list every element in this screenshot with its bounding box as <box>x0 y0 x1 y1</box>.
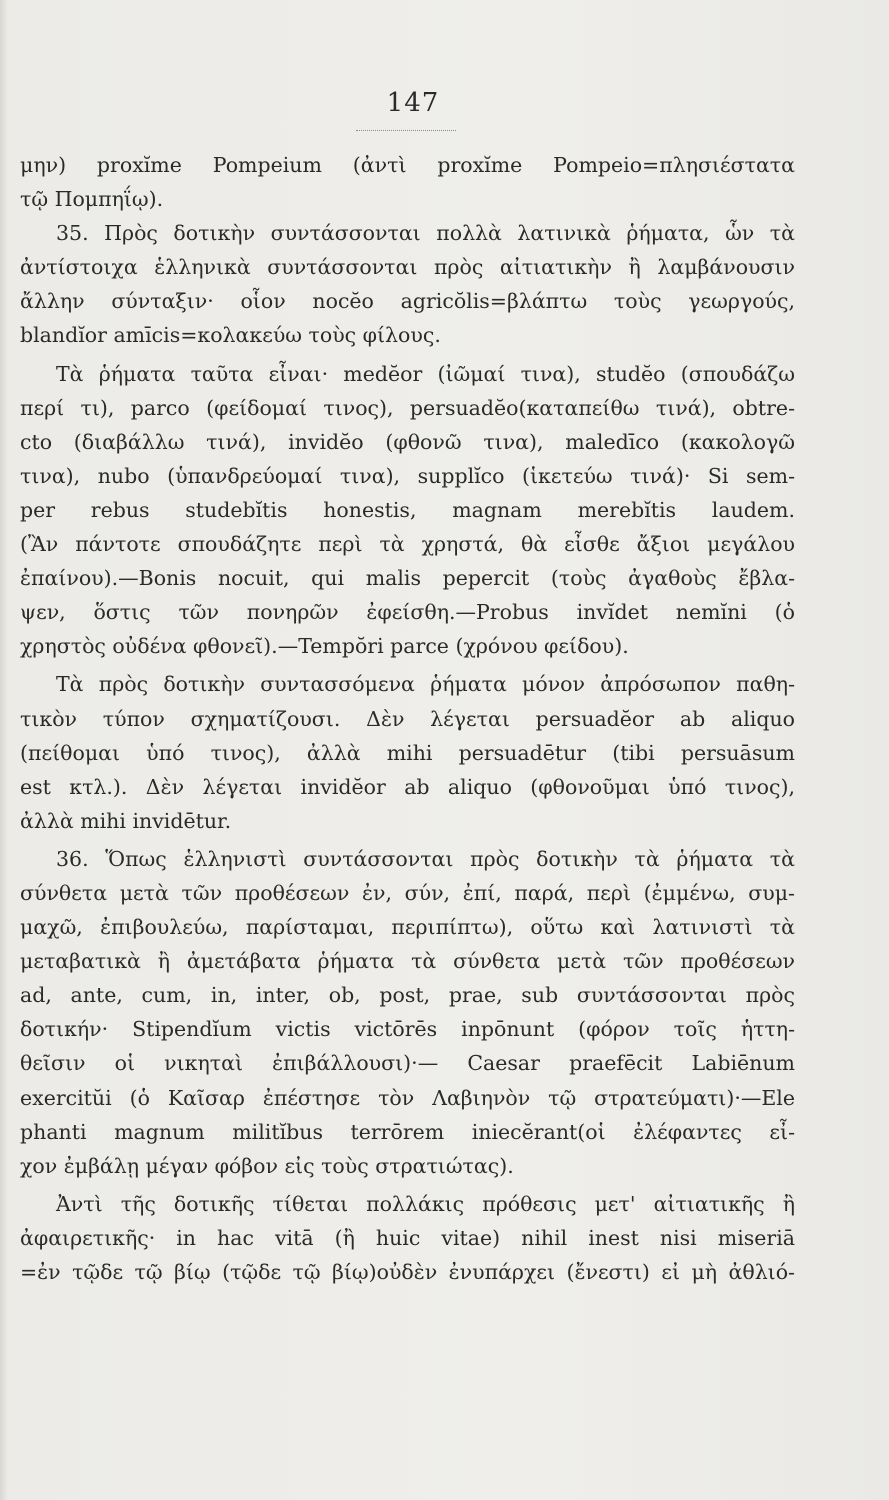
text-line: ἀλλὰ mihi invidētur. <box>20 808 232 833</box>
page-number: 147 <box>386 88 440 118</box>
text-line: ἀφαιρετικῆς· in hac vitā (ἢ huic vitae) nihil inest nisi miseriā <box>20 1225 795 1250</box>
text-line: ἄλλην σύνταξιν· οἷον nocĕo agricŏlis=βλάπτω τοὺς γεωργούς, <box>20 289 795 314</box>
text-line: περί τι), parco (φείδομαί τινος), persuadĕo(καταπείθω τινά), obtre- <box>20 395 795 420</box>
text-line: 35. Πρὸς δοτικὴν συντάσσονται πολλὰ λατινικὰ ῥήματα, ὧν τὰ <box>56 221 795 246</box>
text-line: σύνθετα μετὰ τῶν προθέσεων ἐν, σύν, ἐπί, παρά, περὶ (ἐμμένω, συμ- <box>20 880 795 905</box>
text-line: Ἀντὶ τῆς δοτικῆς τίθεται πολλάκις πρόθεσις μετ' αἰτιατικῆς ἢ <box>56 1191 795 1216</box>
text-line: ψεν, ὅστις τῶν πονηρῶν ἐφείσθη.—Probus invĭdet nemĭni (ὁ <box>20 600 795 625</box>
text-line: (Ἂν πάντοτε σπουδάζητε περὶ τὰ χρηστά, θὰ εἶσθε ἄξιοι μεγάλου <box>20 532 795 557</box>
text-line: τῷ Πομπηΐῳ). <box>20 187 164 212</box>
text-line: δοτικήν· Stipendĭum victis victōrēs inpōnunt (φόρον τοῖς ἡττη- <box>20 1017 795 1042</box>
text-line: est κτλ.). Δὲν λέγεται invidĕor ab aliquo (φθονοῦμαι ὑπό τινος), <box>20 774 795 799</box>
text-line: τικὸν τύπον σχηματίζουσι. Δὲν λέγεται persuadĕor ab aliquo <box>20 706 795 731</box>
header-rule <box>356 130 456 131</box>
text-line: χρηστὸς οὐδένα φθονεῖ).—Tempŏri parce (χρόνου φείδου). <box>20 634 629 659</box>
text-line: =ἐν τῷδε τῷ βίῳ (τῷδε τῷ βίῳ)οὐδὲν ἐνυπάρχει (ἔνεστι) εἰ μὴ ἀθλιό- <box>20 1260 795 1284</box>
text-line: Τὰ πρὸς δοτικὴν συντασσόμενα ῥήματα μόνον ἀπρόσωπον παθη- <box>56 672 795 697</box>
text-line: per rebus studebĭtis honestis, magnam merebĭtis laudem. <box>20 497 795 522</box>
text-line: ἀντίστοιχα ἑλληνικὰ συντάσσονται πρὸς αἰτιατικὴν ἢ λαμβάνουσιν <box>20 255 795 280</box>
text-line: μαχῶ, ἐπιβουλεύω, παρίσταμαι, περιπίπτω), οὕτω καὶ λατινιστὶ τὰ <box>20 915 795 940</box>
text-line: cto (διαβάλλω τινά), invidĕo (φθονῶ τινα), maledīco (κακολογῶ <box>20 429 795 454</box>
text-line: phanti magnum militĭbus terrōrem iniecĕrant(οἱ ἐλέφαντες εἶ- <box>20 1119 795 1144</box>
text-line: blandĭor amīcis=κολακεύω τοὺς φίλους. <box>20 323 441 348</box>
text-line: 36. Ὅπως ἑλληνιστὶ συντάσσονται πρὸς δοτικὴν τὰ ῥήματα τὰ <box>56 846 795 871</box>
text-line: ad, ante, cum, in, inter, ob, post, prae, sub συντάσσονται πρὸς <box>20 983 795 1008</box>
body-text <box>20 148 795 1289</box>
text-line: χον ἐμβάλῃ μέγαν φόβον εἰς τοὺς στρατιώτας). <box>20 1153 514 1178</box>
text-line: ἐπαίνου).—Bonis nocuit, qui malis pepercit (τοὺς ἀγαθοὺς ἔβλα- <box>20 566 795 591</box>
text-line: μην) proxĭme Pompeium (ἀντὶ proxĭme Pompeio=πλησιέστατα <box>20 153 795 177</box>
text-line: θεῖσιν οἱ νικηταὶ ἐπιβάλλουσι)·— Caesar praefēcit Labiēnum <box>20 1051 795 1076</box>
text-line: exercitŭi (ὁ Καῖσαρ ἐπέστησε τὸν Λαβιηνὸν τῷ στρατεύματι)·—Ele <box>20 1085 795 1110</box>
text-line: Τὰ ῥήματα ταῦτα εἶναι· medĕor (ἰῶμαί τινα), studĕo (σπουδάζω <box>56 361 795 386</box>
text-line: τινα), nubo (ὑπανδρεύομαί τινα), supplĭco (ἱκετεύω τινά)· Si sem- <box>20 463 795 488</box>
text-line: (πείθομαι ὑπό τινος), ἀλλὰ mihi persuadētur (tibi persuāsum <box>20 740 795 765</box>
text-line: μεταβατικὰ ἢ ἀμετάβατα ῥήματα τὰ σύνθετα μετὰ τῶν προθέσεων <box>20 949 795 974</box>
